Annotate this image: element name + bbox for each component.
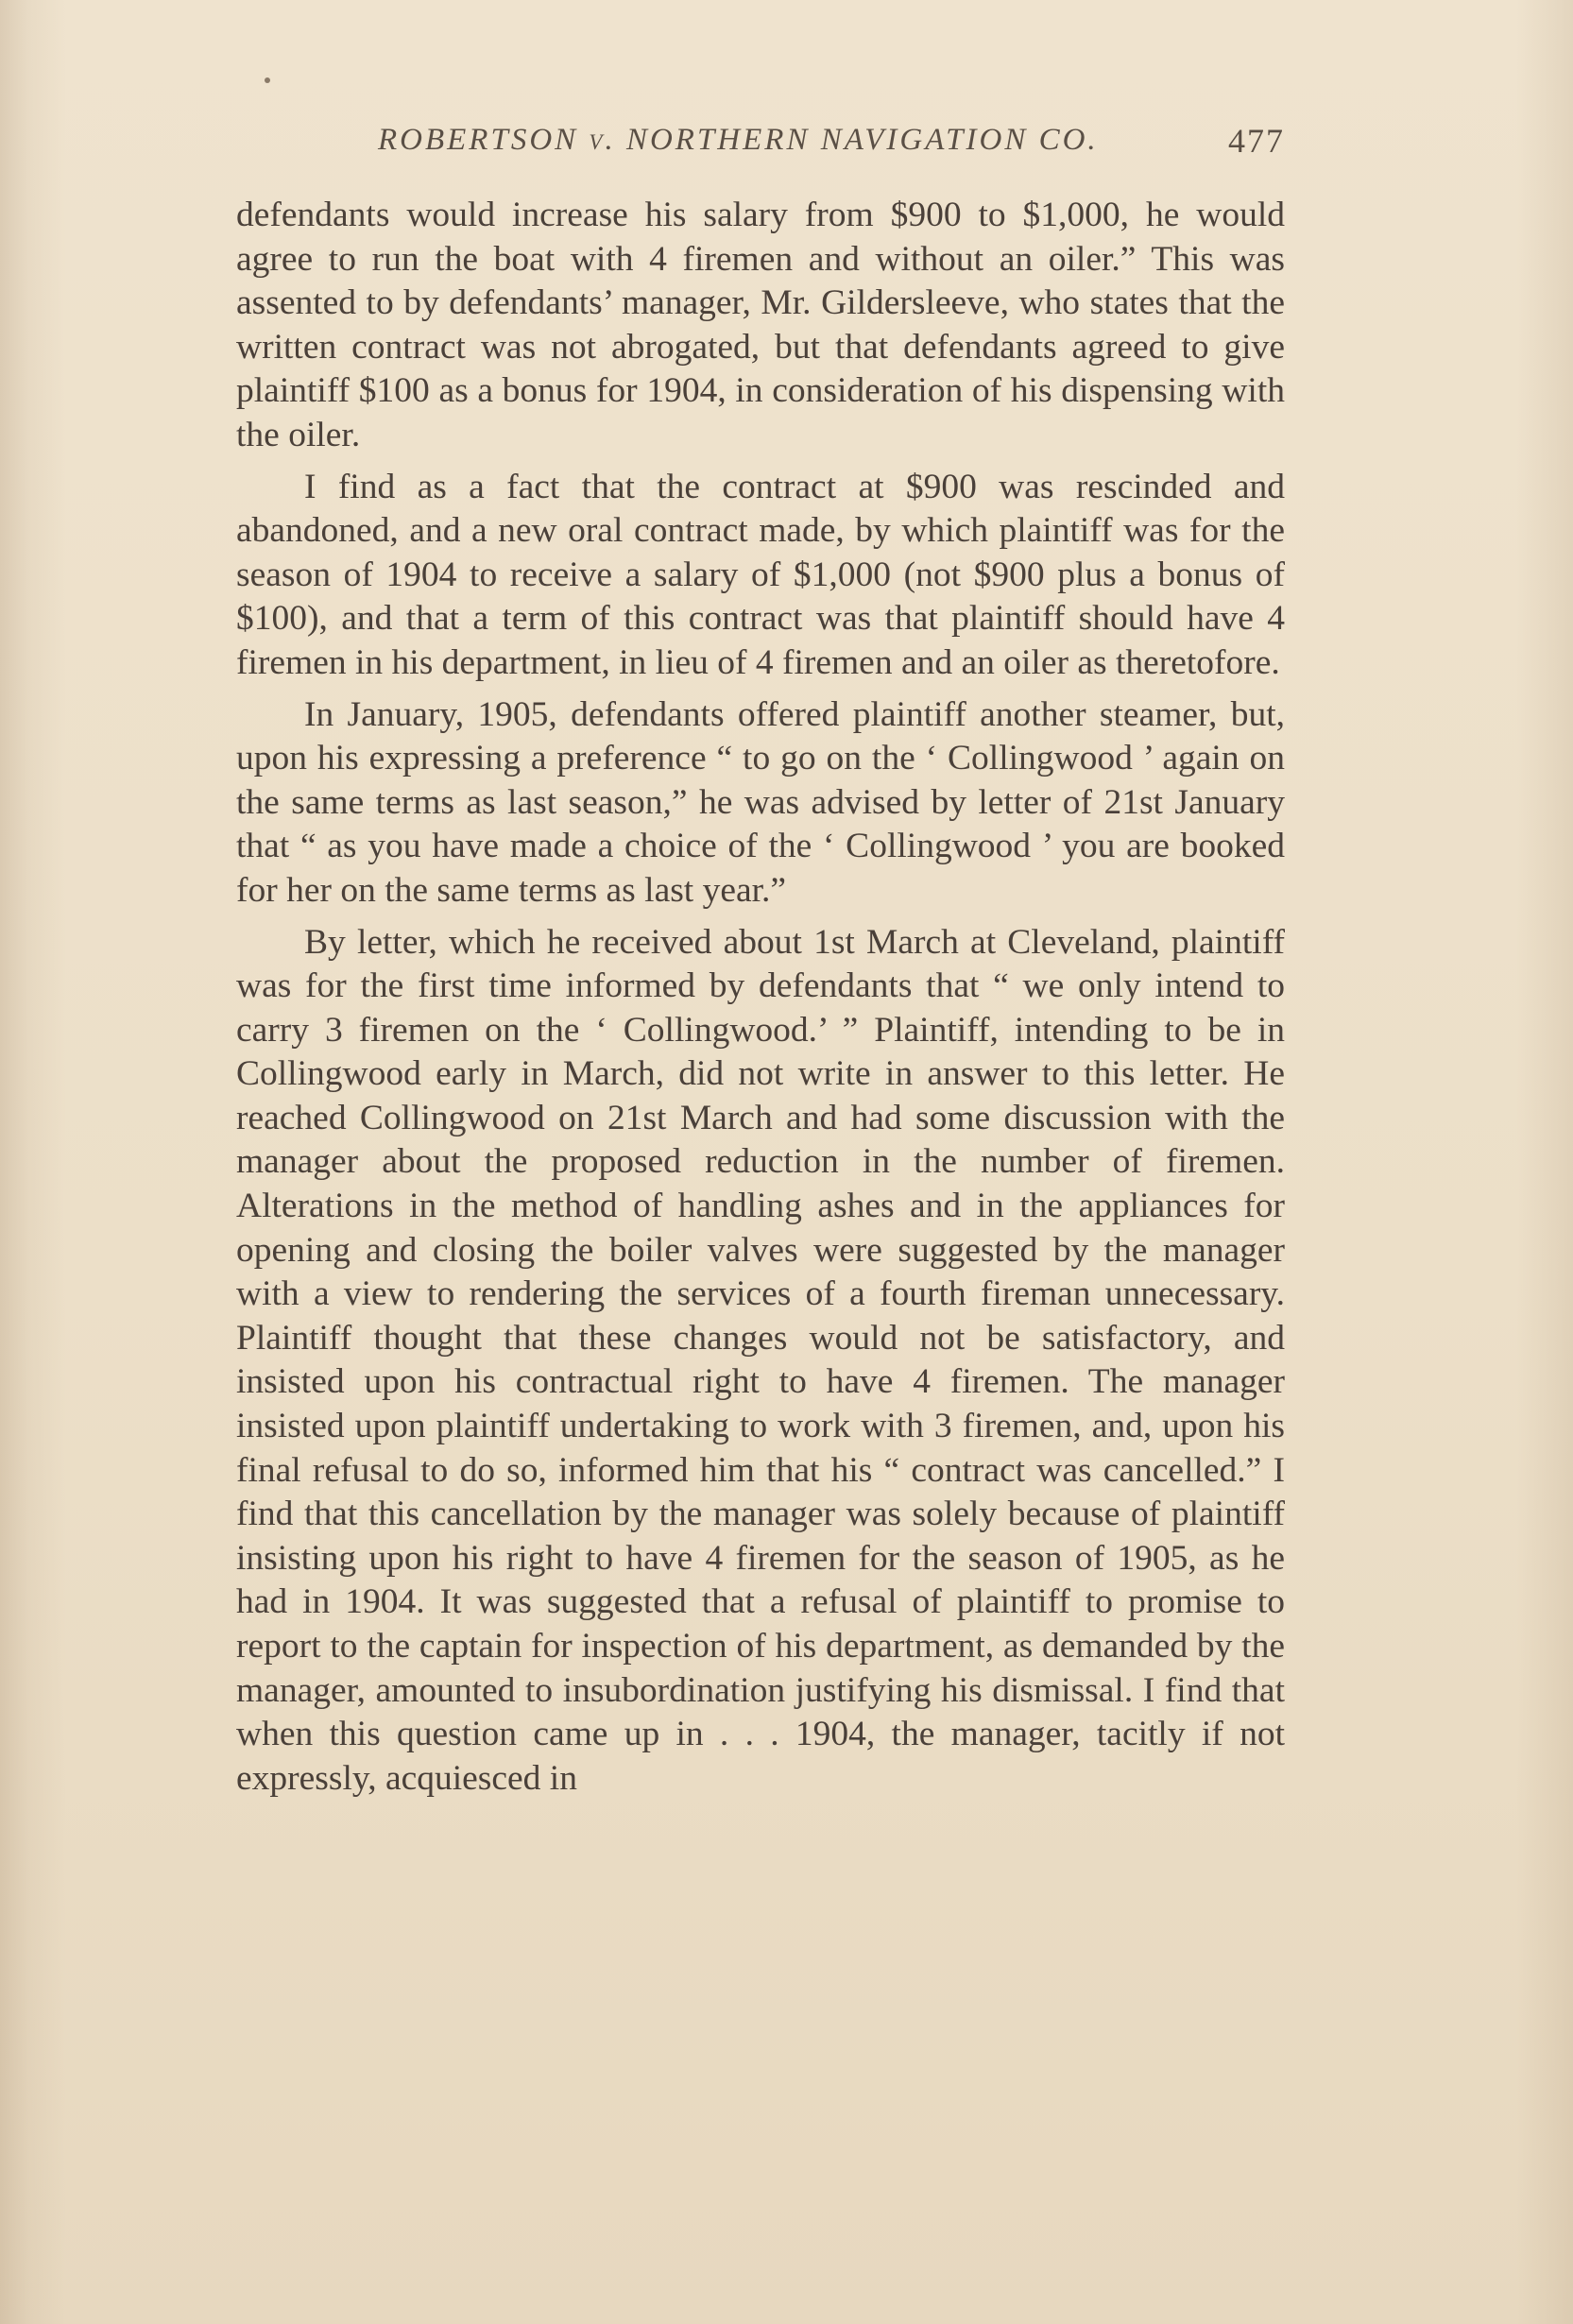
paragraph: In January, 1905, defendants offered plaintiff another steamer, but, upon his expressing a preference “ to go on the ‘ Collingwood ’ again on the same terms as last season,” he was advised by letter of 21st January that “ as you have made a choice of the ‘ Collingwood ’ you are booked for her on the same terms as last year.” xyxy=(236,694,1285,910)
paragraph: By letter, which he received about 1st March at Cleveland, plaintiff was for the first time informed by defendants that “ we only intend to carry 3 firemen on the ‘ Collingwood.’ ” Plaintiff, intending to be in Collingwood early in March, did not write in answer to this letter. He reached Collingwood on 21st March and had some discussion with the manager about the proposed reduction in the number of firemen. Alterations in the method of handling ashes and in the appliances for opening and closing the boiler valves were suggested by the manager with a view to rendering the services of a fourth fireman unnecessary. Plaintiff thought that these changes would not be satisfactory, and insisted upon his contractual right to have 4 firemen. The manager insisted upon plaintiff undertaking to work with 3 firemen, and, upon his final refusal to do so, informed him that his “ contract was cancelled.” I find that this cancellation by the manager was solely because of plaintiff insisting upon his right to have 4 firemen for the season of 1905, as he had in 1904. It was suggested that a refusal of plaintiff to promise to report to the captain for inspection of his department, as demanded by the manager, amounted to insubordination justifying his dismissal. I find that when this question came up in . . . 1904, the manager, tacitly if not expressly, acquiesced in xyxy=(236,922,1285,1798)
page-number: 477 xyxy=(1228,122,1285,160)
body-text xyxy=(236,194,1285,1808)
page-header xyxy=(236,113,1285,170)
paragraph: I find as a fact that the contract at $900 was rescinded and abandoned, and a new oral contract made, by which plaintiff was for the season of 1904 to receive a salary of $1,000 (not $900 plus a bonus of $100), and that a term of this contract was that plaintiff should have 4 firemen in his department, in lieu of 4 firemen and an oiler as theretofore. xyxy=(236,467,1285,682)
running-head: ROBERTSON v. NORTHERN NAVIGATION CO. xyxy=(378,123,1099,157)
ink-speck xyxy=(265,77,270,83)
paragraph-continued: defendants would increase his salary from $900 to $1,000, he would agree to run the boat with 4 firemen and without an oiler.” This was assented to by defendants’ manager, Mr. Gildersleeve, who states that the written contract was not abrogated, but that defendants agreed to give plaintiff $100 as a bonus for 1904, in consideration of his dispensing with the oiler. xyxy=(236,196,1285,454)
